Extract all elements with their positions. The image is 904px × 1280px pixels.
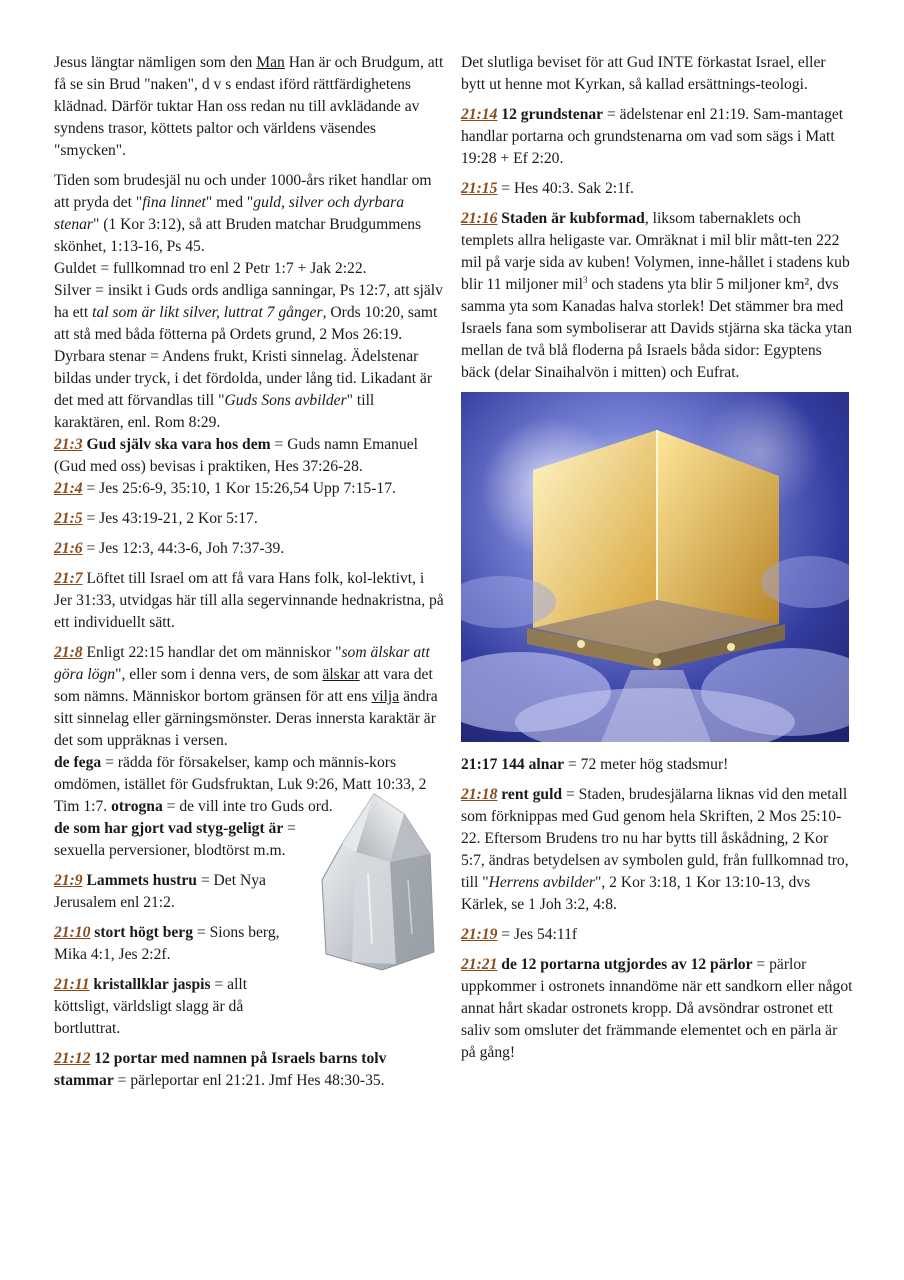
paragraph-brudesjal: Tiden som brudesjäl nu och under 1000-års riket handlar om att pryda det "fina linnet" med "guld, silver och dyrbara stenar" (1 Kor 3:12), så att Bruden matchar Brudgummens skönhet, 1:13-16, Ps 45. bbox=[54, 172, 432, 255]
verse-21-8: 21:8 Enligt 22:15 handlar det om människor "som älskar att göra lögn", eller som i denna vers, de som älskar att vara det som nämns. Människor bortom gränsen för att ens vilja ändra sitt sinnelag eller gärningsmönster. Deras innersta karaktär är det som uppräknas i versen. bbox=[54, 644, 438, 749]
paragraph-fega: de fega = rädda för försakelser, kamp och männis-kors omdömen, istället för Gudsfruktan, Luk 9:26, Matt 10:33, 2 Tim 1:7. otrogna = de vill inte tro Guds ord. bbox=[54, 754, 427, 815]
paragraph-guldet: Guldet = fullkomnad tro enl 2 Petr 1:7 + Jak 2:22. bbox=[54, 260, 367, 277]
man-underlined: Man bbox=[256, 54, 285, 71]
verse-ref: 21:21 bbox=[461, 956, 498, 973]
verse-ref: 21:18 bbox=[461, 786, 498, 803]
verse-ref: 21:12 bbox=[54, 1050, 91, 1067]
paragraph-brud: Jesus längtar nämligen som den Man Han är och Brudgum, att få se sin Brud "naken", d v s endast iförd rättfärdighetens klädnad. Därför tuktar Han oss redan nu till avklädande av syndens trasor, köttets paltor och världens väsendes "smycken". bbox=[54, 54, 444, 159]
crystal-image bbox=[312, 784, 448, 972]
verse-21-10: 21:10 stort högt berg = Sions berg, Mika 4:1, Jes 2:2f. bbox=[54, 924, 280, 963]
verse-21-15: 21:15 = Hes 40:3. Sak 2:1f. bbox=[461, 180, 634, 197]
verse-21-9: 21:9 Lammets hustru = Det Nya Jerusalem enl 21:2. bbox=[54, 872, 266, 911]
verse-21-16: 21:16 Staden är kubformad, liksom tabernaklets och templets allra heligaste var. Omräknat i mil blir mått-ten 222 mil på varje sida av kuben! Volymen, inne-hållet i stadens kub blir 11 miljoner mil$^3$ och stadens yta blir 5 miljoner km², dvs samma yta som Kanadas halva storlek! Det stämmer bra med Israels fana som symboliserar att Davids stjärna ska täcka ytan mellan de två blå floderna på Israels båda sidor: Egyptens bäck (delar Sinaihalvön i mitten) och Eufrat. bbox=[461, 210, 853, 381]
paragraph-intro: Det slutliga beviset för att Gud INTE förkastat Israel, eller bytt ut henne mot Kyrkan, så kallad ersättnings-teologi. bbox=[461, 54, 826, 93]
verse-ref: 21:14 bbox=[461, 106, 498, 123]
verse-21-17: 21:17 144 alnar = 72 meter hög stadsmur! bbox=[461, 756, 729, 773]
left-column bbox=[54, 52, 446, 1100]
verse-ref: 21:7 bbox=[54, 570, 83, 587]
verse-21-3: 21:3 Gud själv ska vara hos dem = Guds namn Emanuel (Gud med oss) bevisas i praktiken, Hes 37:26-28. bbox=[54, 436, 419, 475]
paragraph-dyrbara: Dyrbara stenar = Andens frukt, Kristi sinnelag. Ädelstenar bildas under tryck, i det fördolda, under lång tid. Likadant är det med att förvandlas till "Guds Sons avbilder" till karaktären, enl. Rom 8:29. bbox=[54, 348, 433, 431]
verse-ref: 21:4 bbox=[54, 480, 83, 497]
verse-21-19: 21:19 = Jes 54:11f bbox=[461, 926, 578, 943]
verse-21-7: 21:7 Löftet till Israel om att få vara Hans folk, kol-lektivt, i Jer 31:33, utvidgas här till alla segervinnande hednakristna, på ett individuellt sätt. bbox=[54, 570, 444, 631]
verse-ref: 21:16 bbox=[461, 210, 498, 227]
verse-ref: 21:5 bbox=[54, 510, 83, 527]
verse-21-14: 21:14 12 grundstenar = ädelstenar enl 21:19. Sam-mantaget handlar portarna och grundstenarna om vad som sägs i Matt 19:28 + Ef 2:20. bbox=[461, 106, 844, 167]
verse-ref: 21:8 bbox=[54, 644, 83, 661]
golden-city-cube-image bbox=[461, 392, 849, 742]
verse-ref: 21:3 bbox=[54, 436, 83, 453]
paragraph-silver: Silver = insikt i Guds ords andliga sanningar, Ps 12:7, att själv ha ett tal som är likt silver, luttrat 7 gånger, Ords 10:20, samt att stå med båda fötterna på Ordets grund, 2 Mos 26:19. bbox=[54, 282, 443, 343]
paragraph-styggeligt: de som har gjort vad styg-geligt är = sexuella perversioner, blodtörst m.m. bbox=[54, 820, 296, 859]
verse-21-12: 21:12 12 portar med namnen på Israels barns tolv stammar = pärleportar enl 21:21. Jmf Hes 48:30-35. bbox=[54, 1050, 387, 1089]
verse-ref: 21:10 bbox=[54, 924, 91, 941]
verse-21-6: 21:6 = Jes 12:3, 44:3-6, Joh 7:37-39. bbox=[54, 540, 285, 557]
verse-ref: 21:9 bbox=[54, 872, 83, 889]
verse-21-4: 21:4 = Jes 25:6-9, 35:10, 1 Kor 15:26,54 Upp 7:15-17. bbox=[54, 480, 396, 497]
right-column bbox=[461, 52, 853, 1072]
verse-ref: 21:15 bbox=[461, 180, 498, 197]
verse-21-11: 21:11 kristallklar jaspis = allt köttsligt, världsligt slagg är då bortluttrat. bbox=[54, 976, 248, 1037]
verse-21-5: 21:5 = Jes 43:19-21, 2 Kor 5:17. bbox=[54, 510, 258, 527]
verse-21-18: 21:18 rent guld = Staden, brudesjälarna liknas vid den metall som förknippas med Gud genom hela Skriften, 2 Mos 25:10-22. Eftersom Brudens tro nu har bytts till åskådning, 2 Kor 5:7, ändras betydelsen av symbolen guld, från fullkomnad tro, till "Herrens avbilder", 2 Kor 3:18, 1 Kor 13:10-13, dvs Kärlek, se 1 Joh 3:2, 4:8. bbox=[461, 786, 849, 913]
verse-ref: 21:19 bbox=[461, 926, 498, 943]
verse-21-21: 21:21 de 12 portarna utgjordes av 12 pärlor = pärlor uppkommer i ostronets innandöme när ett sandkorn eller något annat hårt skadar ostronets kropp. Då avsöndrar ostronet ett saliv som omsluter det främmande elementet och en pärla är på gång! bbox=[461, 956, 853, 1061]
crystal-wrap-area bbox=[54, 752, 446, 1040]
verse-ref: 21:6 bbox=[54, 540, 83, 557]
verse-ref: 21:11 bbox=[54, 976, 90, 993]
